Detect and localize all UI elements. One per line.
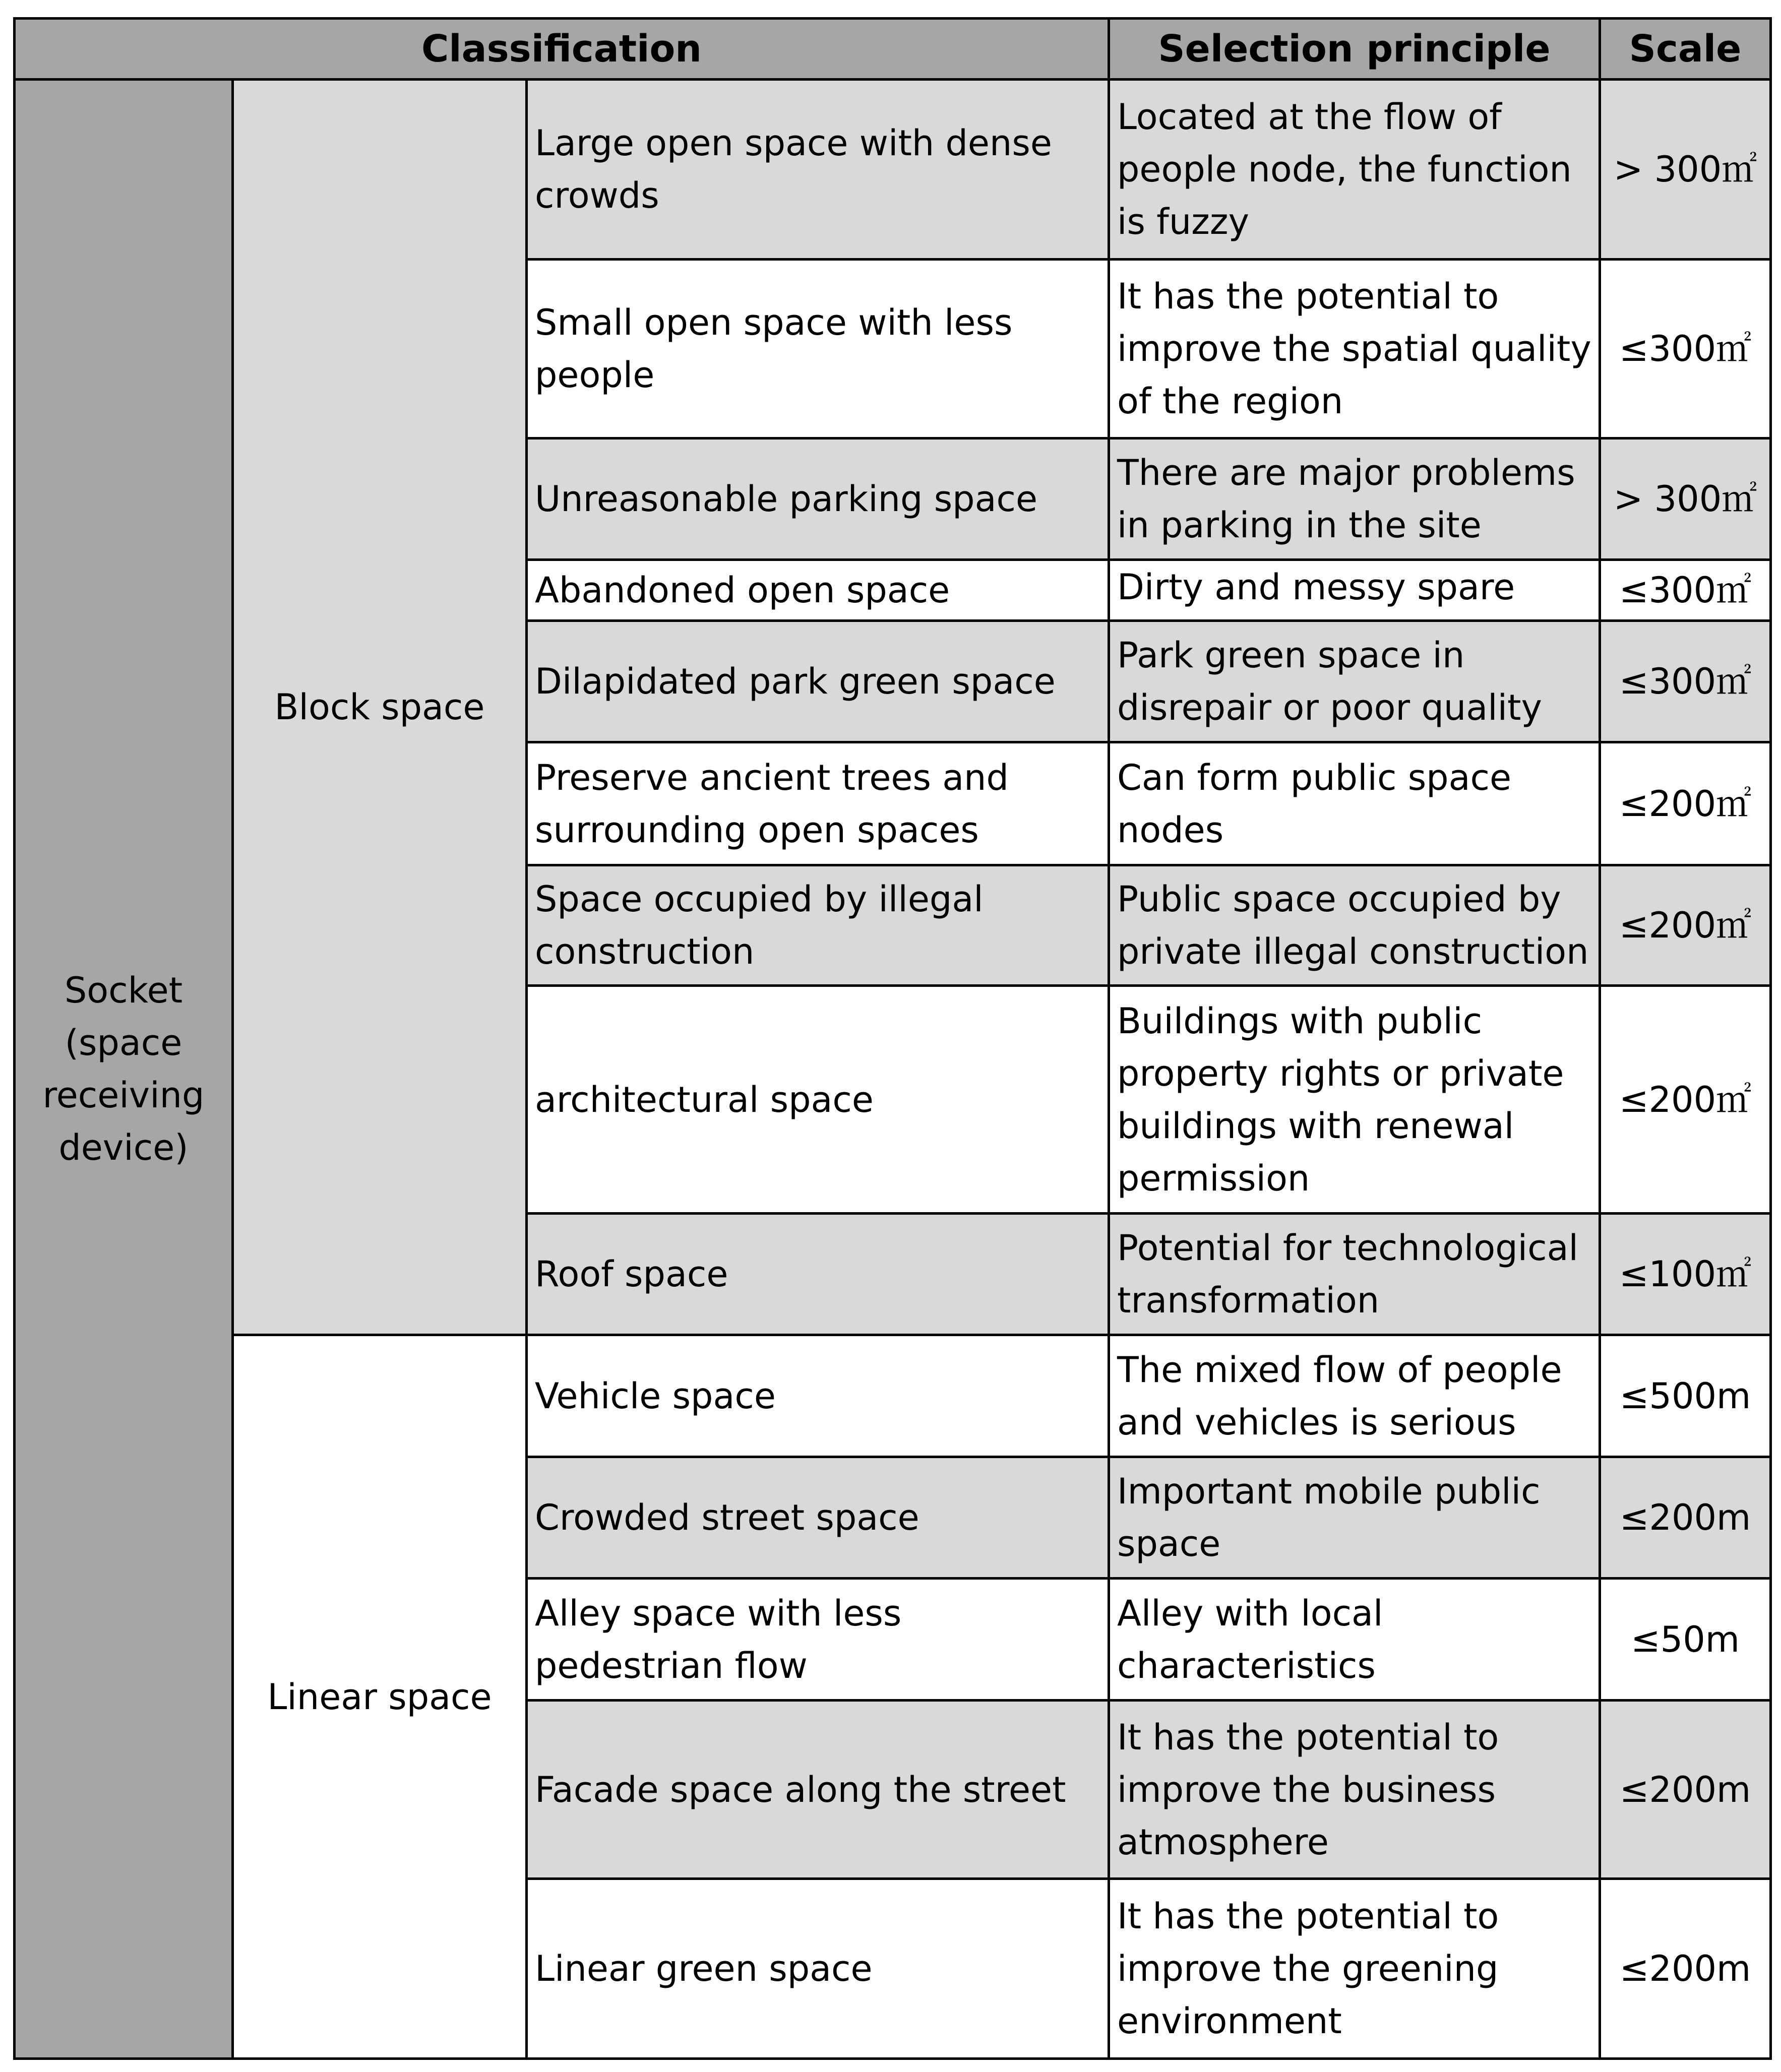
scale-value: ≤500m	[1600, 1335, 1771, 1457]
space-type: Vehicle space	[527, 1335, 1109, 1457]
scale-value: ≤300㎡	[1600, 621, 1771, 742]
scale-value: > 300㎡	[1600, 438, 1771, 560]
group-block-space: Block space	[233, 80, 527, 1335]
classification-table	[13, 17, 1772, 2060]
scale-value: ≤50m	[1600, 1579, 1771, 1701]
space-type: architectural space	[527, 986, 1109, 1214]
selection-principle: The mixed flow of people and vehicles is serious	[1109, 1335, 1600, 1457]
selection-principle: Buildings with public property rights or private buildings with renewal permission	[1109, 986, 1600, 1214]
scale-value: ≤200㎡	[1600, 986, 1771, 1214]
scale-value: ≤300㎡	[1600, 560, 1771, 621]
scale-value: > 300㎡	[1600, 80, 1771, 260]
space-type: Space occupied by illegal construction	[527, 865, 1109, 986]
selection-principle: It has the potential to improve the business atmosphere	[1109, 1701, 1600, 1879]
selection-principle: Located at the flow of people node, the function is fuzzy	[1109, 80, 1600, 260]
selection-principle: It has the potential to improve the greening environment	[1109, 1879, 1600, 2059]
scale-value: ≤200m	[1600, 1701, 1771, 1879]
space-type: Roof space	[527, 1214, 1109, 1335]
header-scale: Scale	[1600, 19, 1771, 80]
scale-value: ≤300㎡	[1600, 260, 1771, 438]
selection-principle: Important mobile public space	[1109, 1457, 1600, 1579]
header-selection-principle: Selection principle	[1109, 19, 1600, 80]
group-linear-space: Linear space	[233, 1335, 527, 2059]
header-row	[15, 19, 1771, 80]
scale-value: ≤200m	[1600, 1457, 1771, 1579]
category-socket: Socket (space receiving device)	[15, 80, 233, 2059]
space-type: Abandoned open space	[527, 560, 1109, 621]
header-classification: Classification	[15, 19, 1109, 80]
space-type: Preserve ancient trees and surrounding open spaces	[527, 742, 1109, 865]
scale-value: ≤200㎡	[1600, 865, 1771, 986]
table-row	[15, 1335, 1771, 1457]
space-type: Small open space with less people	[527, 260, 1109, 438]
selection-principle: It has the potential to improve the spatial quality of the region	[1109, 260, 1600, 438]
space-type: Crowded street space	[527, 1457, 1109, 1579]
scale-value: ≤100㎡	[1600, 1214, 1771, 1335]
selection-principle: Alley with local characteristics	[1109, 1579, 1600, 1701]
selection-principle: Can form public space nodes	[1109, 742, 1600, 865]
space-type: Unreasonable parking space	[527, 438, 1109, 560]
selection-principle: Public space occupied by private illegal construction	[1109, 865, 1600, 986]
selection-principle: There are major problems in parking in the site	[1109, 438, 1600, 560]
selection-principle: Dirty and messy spare	[1109, 560, 1600, 621]
space-type: Large open space with dense crowds	[527, 80, 1109, 260]
selection-principle: Potential for technological transformation	[1109, 1214, 1600, 1335]
table-row	[15, 80, 1771, 260]
selection-principle: Park green space in disrepair or poor quality	[1109, 621, 1600, 742]
scale-value: ≤200㎡	[1600, 742, 1771, 865]
space-type: Alley space with less pedestrian flow	[527, 1579, 1109, 1701]
space-type: Dilapidated park green space	[527, 621, 1109, 742]
space-type: Facade space along the street	[527, 1701, 1109, 1879]
scale-value: ≤200m	[1600, 1879, 1771, 2059]
space-type: Linear green space	[527, 1879, 1109, 2059]
